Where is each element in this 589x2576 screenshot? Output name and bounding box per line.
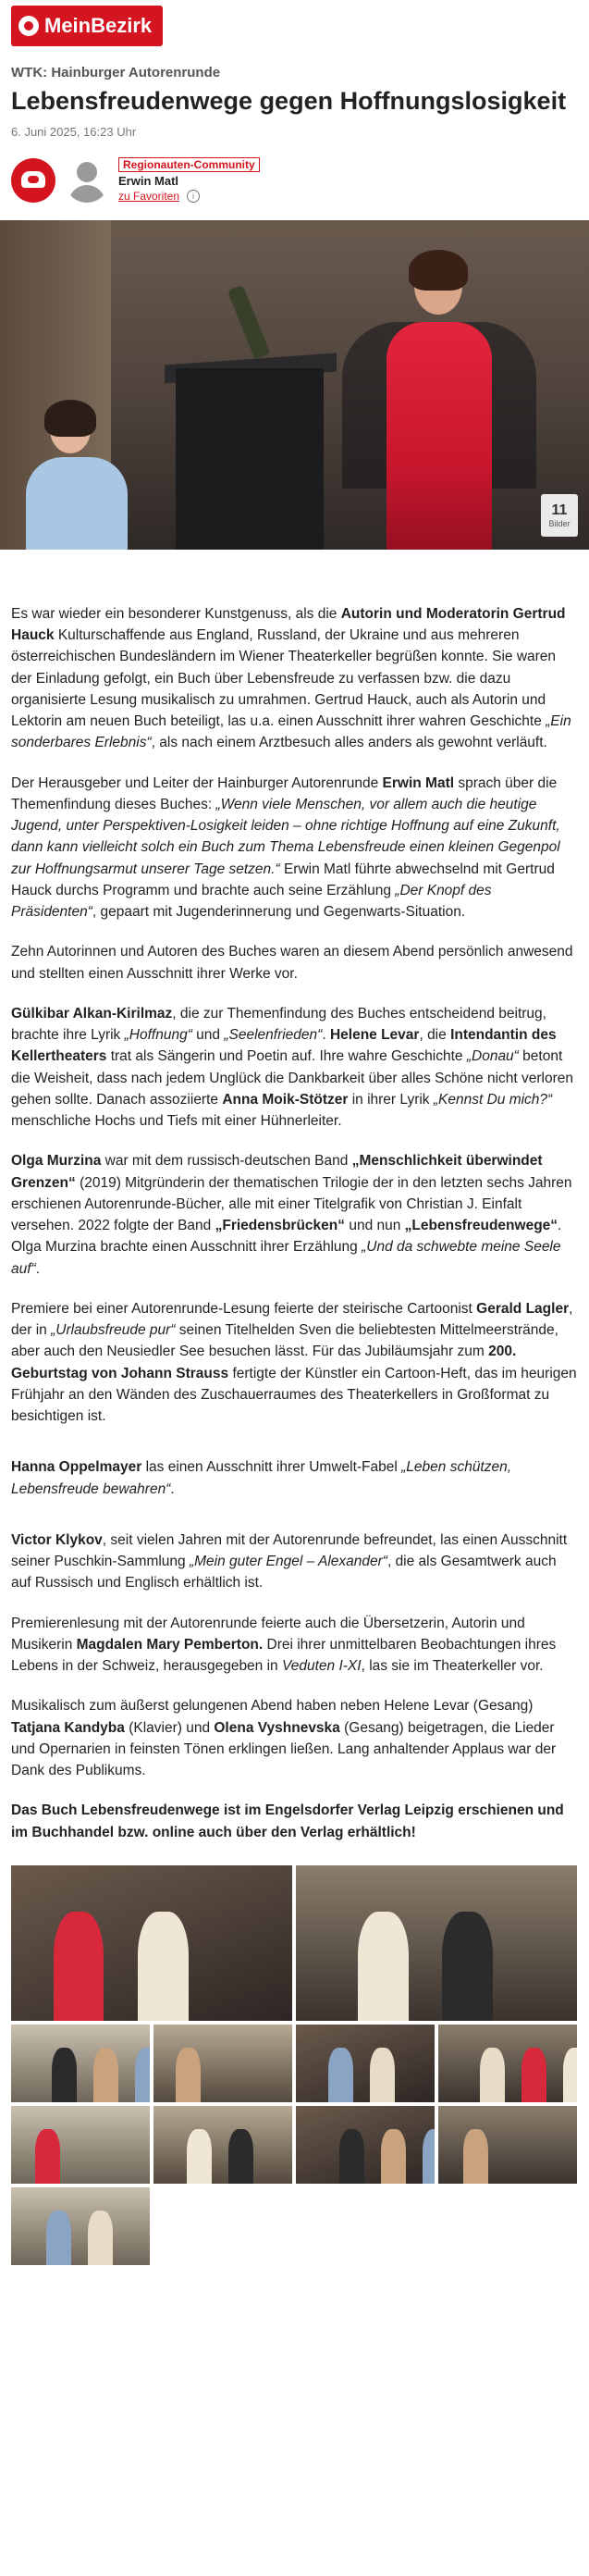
gallery-row bbox=[11, 1865, 578, 2021]
gallery-thumbnail[interactable] bbox=[296, 2106, 435, 2184]
favorite-line bbox=[118, 190, 260, 203]
article-paragraph: Zehn Autorinnen und Autoren des Buches waren an diesem Abend persönlich anwesend und stellten einen Ausschnitt ihrer Werke vor. bbox=[11, 944, 573, 982]
gallery-thumbnail[interactable] bbox=[438, 2025, 577, 2102]
article-paragraph: Premiere bei einer Autorenrunde-Lesung feierte der steirische Cartoonist Gerald Lagler, der in „Urlaubsfreude pur“ seinen Titelhelden Sven die beliebtesten Mittelmeerstrände, aber auch den Neusiedler See besuchen lässt. Für das Jubiläumsjahr zum 200. Geburtstag von Johann Strauss fertigte der Künstler ein Cartoon-Heft, das im heurigen Frühjahr an den Wänden des Zuschauerraumes des Theaterkellers in Großformat zu besichtigen ist. bbox=[11, 1300, 577, 1424]
avatar[interactable] bbox=[65, 158, 109, 203]
gallery-thumbnail[interactable] bbox=[296, 2025, 435, 2102]
page-title: Lebensfreudenwege gegen Hoffnungslosigkeit bbox=[11, 87, 567, 115]
article-paragraph: Es war wieder ein besonderer Kunstgenuss, als die Autorin und Moderatorin Gertrud Hauck Kulturschaffende aus England, Russland, der Ukraine und aus mehreren österreichischen Bundesländern im Wiener Theaterkeller begrüßen konnte. Sie waren der Einladung gefolgt, ein Buch über Lebensfreude zu verfassen bzw. die dazu organisierte Lesung musikalisch zu umrahmen. Gertrud Hauck, auch als Autorin und Lektorin am neuen Buch beteiligt, las u.a. einen Ausschnitt ihrer wahren Geschichte „Ein sonderbares Erlebnis“, als nach einem Arztbesuch alles anders als gewohnt verläuft. bbox=[11, 605, 571, 751]
logo-text: MeinBezirk bbox=[44, 14, 153, 37]
article-paragraph: Hanna Oppelmayer las einen Ausschnitt ihrer Umwelt-Fabel „Leben schützen, Lebensfreude bewahren“. bbox=[11, 1459, 512, 1497]
gallery-thumbnail[interactable] bbox=[296, 1865, 577, 2021]
gallery-thumbnail[interactable] bbox=[11, 2106, 150, 2184]
gallery-thumbnail[interactable] bbox=[153, 2106, 292, 2184]
gallery-thumbnail[interactable] bbox=[11, 1865, 292, 2021]
add-to-favorites-link[interactable]: zu Favoriten bbox=[118, 190, 180, 204]
gallery-row bbox=[11, 2187, 578, 2265]
author-row bbox=[11, 152, 578, 209]
gallery-thumbnail[interactable] bbox=[11, 2187, 150, 2265]
avatar-body bbox=[68, 185, 105, 203]
gallery-thumbnail[interactable] bbox=[11, 2025, 150, 2102]
article-paragraph: Das Buch Lebensfreudenwege ist im Engelsdorfer Verlag Leipzig erschienen und im Buchhandel bzw. online auch über den Verlag erhältlich! bbox=[11, 1802, 564, 1840]
article-paragraph: Victor Klykov, seit vielen Jahren mit der Autorenrunde befreundet, las einen Ausschnitt seiner Puschkin-Sammlung „Mein guter Engel – Alexander“, die als Gesamtwerk auch auf Russisch und Englisch erhältlich ist. bbox=[11, 1531, 568, 1591]
article-paragraph: Olga Murzina war mit dem russisch-deutschen Band „Menschlichkeit überwindet Grenzen“ (2019) Mitgründerin der thematischen Trilogie der in den letzten sechs Jahren erschienen Autorenrunde-Bücher, alle mit einer Titelgrafik von Christian J. Einfalt versehen. 2022 folgte der Band „Friedensbrücken“ und nun „Lebensfreudenwege“. Olga Murzina brachte einen Ausschnitt ihrer Erzählung „Und da schwebte meine Seele auf“. bbox=[11, 1153, 572, 1277]
hero-image[interactable] bbox=[0, 220, 589, 550]
image-count-badge[interactable] bbox=[541, 494, 578, 537]
article-header bbox=[0, 56, 589, 209]
image-gallery bbox=[0, 1865, 589, 2265]
article-paragraph: Musikalisch zum äußerst gelungenen Abend haben neben Helene Levar (Gesang) Tatjana Kandyba (Klavier) und Olena Vyshnevska (Gesang) beigetragen, die Lieder und Opernarien in feinsten Tönen erklingen ließen. Lang anhaltender Applaus war der Dank des Publikums. bbox=[11, 1698, 557, 1778]
image-count-number: 11 bbox=[551, 502, 568, 518]
hero-singer-figure bbox=[370, 257, 509, 550]
site-logo[interactable] bbox=[11, 6, 163, 46]
info-icon[interactable]: i bbox=[187, 190, 200, 203]
image-count-label: Bilder bbox=[548, 518, 571, 528]
publish-date: 6. Juni 2025, 16:23 Uhr bbox=[11, 124, 137, 139]
gallery-thumbnail[interactable] bbox=[438, 2106, 577, 2184]
regionauten-badge-icon bbox=[11, 158, 55, 203]
article-body bbox=[0, 603, 589, 1843]
gallery-row bbox=[11, 2025, 578, 2102]
gallery-thumbnail[interactable] bbox=[153, 2025, 292, 2102]
author-meta bbox=[118, 157, 260, 203]
article-paragraph: Gülkibar Alkan-Kirilmaz, die zur Themenfindung des Buches entscheidend beitrug, brachte ihre Lyrik „Hoffnung“ und „Seelenfrieden“. Helene Levar, die Intendantin des Kellertheaters trat als Sängerin und Poetin auf. Ihre wahre Geschichte „Donau“ betont die Weisheit, dass nach jedem Unglück die Dankbarkeit über alles Schöne nicht verloren gehen sollte. Danach assoziierte Anna Moik-Stötzer in ihrer Lyrik „Kennst Du mich?“ menschliche Hochs und Tiefs mit einer Hühnerleiter. bbox=[11, 1005, 573, 1129]
hero-lectern bbox=[176, 368, 324, 550]
logo-icon bbox=[18, 16, 39, 36]
gallery-row bbox=[11, 2106, 578, 2184]
author-name[interactable]: Erwin Matl bbox=[118, 174, 179, 189]
article-paragraph: Premierenlesung mit der Autorenrunde feierte auch die Übersetzerin, Autorin und Musikerin Magdalen Mary Pemberton. Drei ihrer unmittelbaren Beobachtungen ihres Lebens in der Schweiz, herausgegeben in Veduten I-XI, las sie im Theaterkeller vor. bbox=[11, 1615, 557, 1674]
article-paragraph: Der Herausgeber und Leiter der Hainburger Autorenrunde Erwin Matl sprach über die Themenfindung dieses Buches: „Wenn viele Menschen, vor allem auch die heutige Jugend, unter Perspektiven-Losigkeit leiden – ohne richtige Hoffnung auf eine Zukunft, dann kann vielleicht solch ein Buch zum Thema Lebensfreude einen kleinen Gegenpol zur Hoffnungsarmut unserer Tage setzen.“ Erwin Matl führte abwechselnd mit Gertrud Hauck durchs Programm und brachte auch seine Erzählung „Der Knopf des Präsidenten“, gepaart mit Jugenderinnerung und Gegenwarts-Situation. bbox=[11, 774, 560, 920]
community-badge[interactable]: Regionauten-Community bbox=[118, 157, 260, 172]
avatar-head bbox=[77, 162, 97, 182]
hero-pianist-figure bbox=[26, 405, 137, 550]
article-kicker: WTK: Hainburger Autorenrunde bbox=[11, 65, 221, 80]
top-bar bbox=[0, 0, 589, 56]
